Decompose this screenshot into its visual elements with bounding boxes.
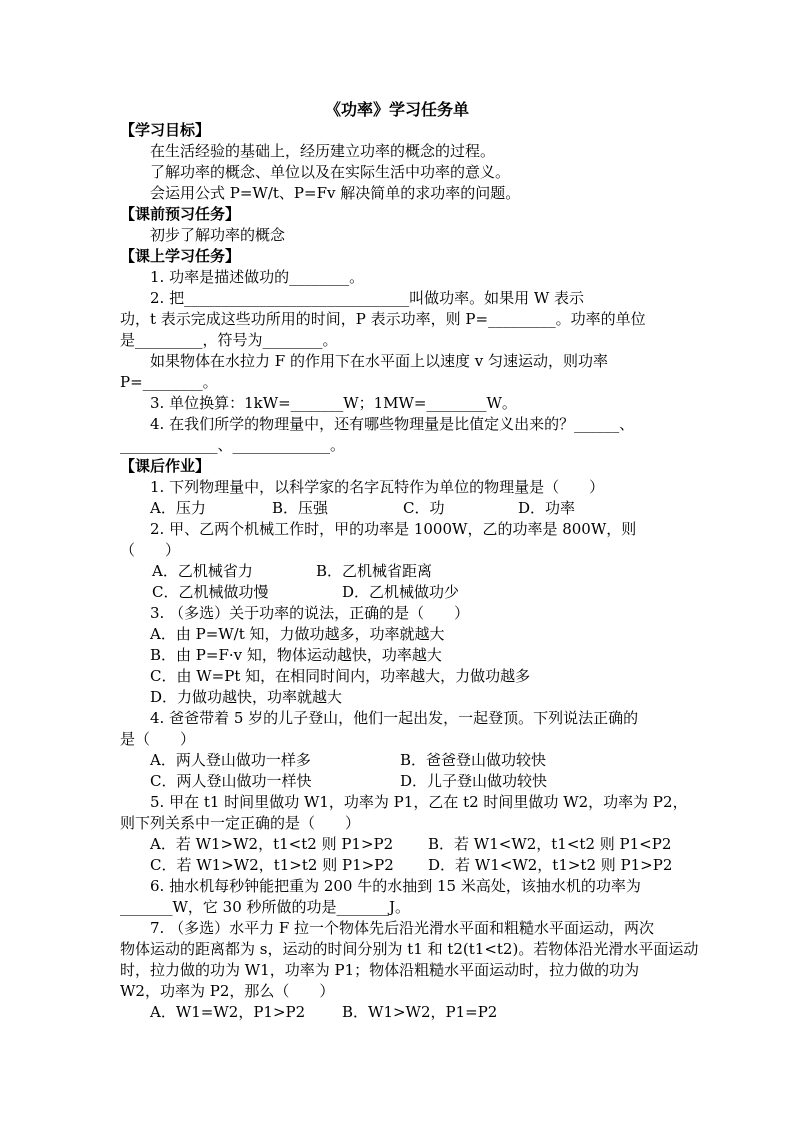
- question-3: 3. （多选）关于功率的说法，正确的是（ ）: [150, 604, 470, 622]
- option-a: A．压力: [150, 499, 206, 517]
- question-7-line2: 物体运动的距离都为 s，运动的时间分别为 t1 和 t2(t1<t2)。若物体沿光滑水平面运动: [120, 940, 699, 958]
- question-7-line4: W2，功率为 P2，那么（ ）: [120, 982, 335, 1000]
- question-4-line2: 是（ ）: [120, 730, 196, 748]
- class-task-4-line2: _____________、_____________。: [120, 436, 346, 454]
- option-c: C．功: [403, 499, 445, 517]
- class-task-1: 1. 功率是描述做功的________。: [150, 268, 365, 286]
- option-b: B．乙机械省距离: [316, 562, 433, 580]
- option-b: B．爸爸登山做功较快: [400, 751, 547, 769]
- option-d: D．若 W1<W2，t1>t2 则 P1>P2: [428, 856, 673, 874]
- option-a: A．两人登山做功一样多: [150, 751, 311, 769]
- class-task-2-line2: 功，t 表示完成这些功所用的时间，P 表示功率，则 P=_________。功率的单位: [120, 310, 646, 328]
- option-b: B．若 W1<W2，t1<t2 则 P1<P2: [428, 835, 672, 853]
- option-b: B．压强: [272, 499, 329, 517]
- goal-item: 了解功率的概念、单位以及在实际生活中功率的意义。: [150, 163, 511, 181]
- section-class-heading: 【课上学习任务】: [120, 247, 241, 265]
- option-b: B．由 P=F·v 知，物体运动越快，功率越大: [150, 646, 442, 664]
- option-a: A．乙机械省力: [152, 562, 253, 580]
- question-4-line1: 4. 爸爸带着 5 岁的儿子登山，他们一起出发，一起登顶。下列说法正确的: [150, 709, 639, 727]
- preview-item: 初步了解功率的概念: [150, 226, 286, 244]
- option-c: C．乙机械做功慢: [152, 583, 269, 601]
- section-preview-heading: 【课前预习任务】: [120, 205, 241, 223]
- option-d: D．乙机械做功少: [342, 583, 460, 601]
- question-1: 1. 下列物理量中，以科学家的名字瓦特作为单位的物理量是（ ）: [150, 478, 605, 496]
- option-c: C．由 W=Pt 知，在相同时间内，功率越大，力做功越多: [150, 667, 531, 685]
- question-5-line2: 则下列关系中一定正确的是（ ）: [120, 814, 361, 832]
- option-b: B．W1>W2，P1=P2: [342, 1003, 498, 1021]
- page-title: 《功率》学习任务单: [324, 100, 469, 119]
- section-goals-heading: 【学习目标】: [120, 121, 211, 139]
- option-d: D．力做功越快，功率就越大: [150, 688, 343, 706]
- class-task-3: 3. 单位换算：1kW=_______W；1MW=________W。: [150, 394, 517, 412]
- class-task-2-line1: 2. 把______________________________叫做功率。如果用 W 表示: [150, 289, 585, 307]
- option-d: D．儿子登山做功较快: [400, 772, 548, 790]
- question-7-line3: 时，拉力做的功为 W1，功率为 P1；物体沿粗糙水平面运动时，拉力做的功为: [120, 961, 640, 979]
- class-task-2-line5: P=________。: [120, 373, 218, 391]
- class-task-2-line3: 是_________，符号为________。: [120, 331, 338, 349]
- question-2-line2: （ ）: [120, 541, 181, 559]
- question-5-line1: 5. 甲在 t1 时间里做功 W1，功率为 P1，乙在 t2 时间里做功 W2，功率为 P2，: [150, 793, 688, 811]
- option-a: A．W1=W2，P1>P2: [150, 1003, 306, 1021]
- option-c: C．若 W1>W2，t1>t2 则 P1>P2: [150, 856, 394, 874]
- goal-item: 在生活经验的基础上，经历建立功率的概念的过程。: [150, 142, 496, 160]
- question-2-line1: 2. 甲、乙两个机械工作时，甲的功率是 1000W，乙的功率是 800W，则: [150, 520, 637, 538]
- option-d: D．功率: [518, 499, 576, 517]
- option-a: A．由 P=W/t 知，力做功越多，功率就越大: [150, 625, 445, 643]
- section-homework-heading: 【课后作业】: [120, 457, 211, 475]
- goal-item: 会运用公式 P=W/t、P=Fv 解决简单的求功率的问题。: [150, 184, 521, 202]
- option-a: A．若 W1>W2，t1<t2 则 P1>P2: [150, 835, 394, 853]
- class-task-2-line4: 如果物体在水拉力 F 的作用下在水平面上以速度 v 匀速运动，则功率: [150, 352, 608, 370]
- question-7-line1: 7. （多选）水平力 F 拉一个物体先后沿光滑水平面和粗糙水平面运动，两次: [150, 919, 655, 937]
- class-task-4-line1: 4. 在我们所学的物理量中，还有哪些物理量是比值定义出来的？______、: [150, 415, 635, 433]
- question-6-line1: 6. 抽水机每秒钟能把重为 200 牛的水抽到 15 米高处，该抽水机的功率为: [150, 877, 641, 895]
- option-c: C．两人登山做功一样快: [150, 772, 312, 790]
- question-6-line2: _______W，它 30 秒所做的功是_______J。: [120, 898, 411, 916]
